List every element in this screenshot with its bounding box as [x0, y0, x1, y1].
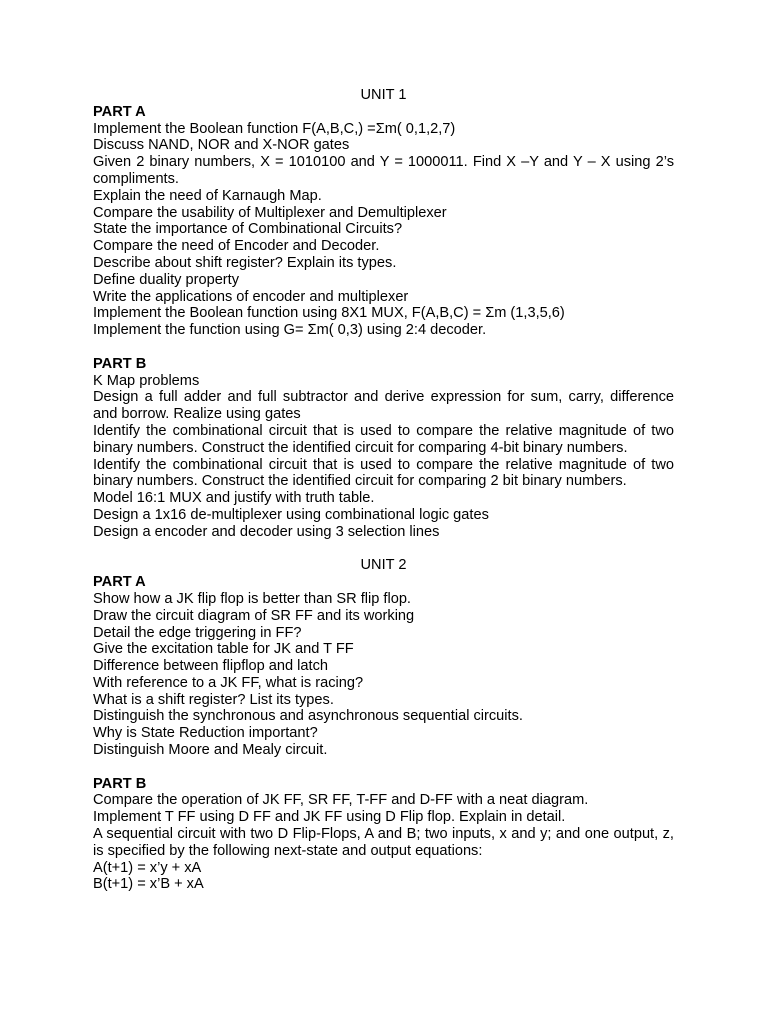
- list-item: Compare the operation of JK FF, SR FF, T-FF and D-FF with a neat diagram.: [93, 792, 589, 809]
- unit-1-part-b-list: [93, 373, 674, 541]
- list-item: Show how a JK flip flop is better than SR flip flop.: [93, 590, 411, 607]
- unit-1-title: UNIT 1: [360, 87, 407, 103]
- document-body: [93, 87, 674, 893]
- list-item: Describe about shift register? Explain its types.: [93, 254, 397, 271]
- list-item: Define duality property: [93, 271, 240, 288]
- list-item: K Map problems: [93, 372, 200, 389]
- list-item: Implement the function using G= Σm( 0,3) using 2:4 decoder.: [93, 322, 487, 339]
- list-item: Implement T FF using D FF and JK FF using D Flip flop. Explain in detail.: [93, 809, 566, 826]
- unit-2-part-a-list: [93, 591, 674, 759]
- list-item: Draw the circuit diagram of SR FF and its working: [93, 607, 415, 624]
- list-item: Explain the need of Karnaugh Map.: [93, 187, 322, 204]
- list-item: Identify the combinational circuit that is used to compare the relative magnitude of two binary numbers. Construct the identified circuit for comparing 4-bit binary numbers.: [93, 422, 674, 456]
- unit-2-title: UNIT 2: [360, 557, 407, 574]
- list-item: Model 16:1 MUX and justify with truth table.: [93, 490, 375, 507]
- list-item: Distinguish Moore and Mealy circuit.: [93, 742, 328, 759]
- list-item: Design a full adder and full subtractor and derive expression for sum, carry, difference and borrow. Realize using gates: [93, 389, 674, 423]
- unit-1-part-a-list: [93, 121, 674, 339]
- list-item: A(t+1) = x’y + xA: [93, 859, 202, 876]
- list-item: Identify the combinational circuit that is used to compare the relative magnitude of two binary numbers. Construct the identified circuit for comparing 2 bit binary numbers.: [93, 456, 674, 490]
- list-item: Implement the Boolean function F(A,B,C,) =Σm( 0,1,2,7): [93, 120, 456, 137]
- list-item: Implement the Boolean function using 8X1 MUX, F(A,B,C) = Σm (1,3,5,6): [93, 305, 565, 322]
- section-spacer: [93, 541, 674, 558]
- section-spacer: [93, 759, 674, 776]
- list-item: Compare the usability of Multiplexer and Demultiplexer: [93, 204, 447, 221]
- list-item: Give the excitation table for JK and T FF: [93, 641, 354, 658]
- unit-2-part-b-list: [93, 792, 674, 893]
- list-item: Why is State Reduction important?: [93, 725, 318, 742]
- list-item: B(t+1) = x’B + xA: [93, 876, 204, 893]
- list-item: Given 2 binary numbers, X = 1010100 and Y = 1000011. Find X –Y and Y – X using 2’s compliments.: [93, 154, 674, 187]
- list-item: Difference between flipflop and latch: [93, 658, 329, 675]
- list-item: Design a encoder and decoder using 3 selection lines: [93, 523, 440, 540]
- unit-1-part-a-title: PART A: [93, 103, 146, 120]
- list-item: Distinguish the synchronous and asynchronous sequential circuits.: [93, 708, 523, 725]
- list-item: Detail the edge triggering in FF?: [93, 624, 302, 641]
- list-item: Discuss NAND, NOR and X-NOR gates: [93, 137, 350, 154]
- list-item: A sequential circuit with two D Flip-Flops, A and B; two inputs, x and y; and one output, z, is specified by the following next-state and output equations:: [93, 826, 674, 859]
- list-item: What is a shift register? List its types.: [93, 691, 334, 708]
- list-item: State the importance of Combinational Circuits?: [93, 221, 403, 238]
- list-item: Write the applications of encoder and multiplexer: [93, 288, 409, 305]
- list-item: Design a 1x16 de-multiplexer using combinational logic gates: [93, 506, 489, 523]
- unit-2-part-a-title: PART A: [93, 574, 146, 591]
- list-item: Compare the need of Encoder and Decoder.: [93, 238, 380, 255]
- section-spacer: [93, 339, 674, 356]
- unit-2-part-b-title: PART B: [93, 775, 147, 792]
- list-item: With reference to a JK FF, what is racing?: [93, 674, 364, 691]
- unit-1-part-b-title: PART B: [93, 355, 147, 372]
